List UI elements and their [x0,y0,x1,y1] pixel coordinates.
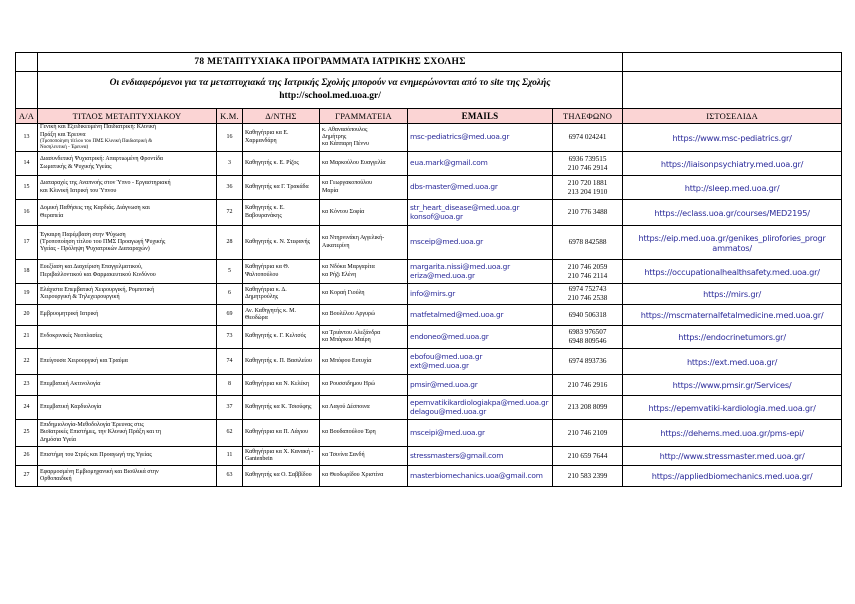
phone-number: 210 746 2114 [567,271,608,280]
title-line: Επιδημιολογία-Μεθοδολογία Έρευνας στις [40,422,144,429]
website-link[interactable]: https://ext.med.uoa.gr/ [686,356,778,367]
header-secretariat: ΓΡΑΜΜΑΤΕΙΑ [320,109,408,124]
cell-aa: 25 [16,420,38,447]
cell-title [38,349,217,375]
title-line: Υγείας - Πρόληψη Ψυχιατρικών Διαταραχών) [40,246,150,253]
phone-number: 6974 893736 [568,357,607,366]
cell-website [623,375,842,396]
cell-website [623,200,842,226]
phone-number: 6978 842588 [568,238,607,247]
cell-title [38,176,217,200]
secretariat-line: κα Ρήζι Ελένη [322,271,357,278]
cell-website [623,396,842,420]
cell-secretariat [320,124,408,152]
cell-website [623,466,842,487]
table-row [16,176,842,200]
cell-km: 36 [217,176,243,200]
table-row [16,375,842,396]
phone-number: 6940 506318 [568,310,607,319]
table-row [16,420,842,447]
director-line: Θεοδώρα [245,315,268,321]
secretariat-line: κα Νδόκα Μαργαρίτα [322,264,375,271]
cell-emails [408,260,553,284]
email-link[interactable]: msceip@med.uoa.gr [410,237,483,247]
cell-emails [408,396,553,420]
secretariat-line: κα Κάππαρη Πέννυ [322,141,369,148]
cell-title [38,447,217,466]
cell-director [243,226,320,260]
secretariat-line: κ. Αθανασόπουλος [322,126,368,133]
website-link[interactable]: http://www.stressmaster.med.uoa.gr/ [659,451,805,461]
secretariat-line: κα Τριάντου Αλεξάνδρα [322,329,381,336]
cell-director [243,420,320,447]
cell-secretariat [320,326,408,349]
cell-website [623,152,842,176]
cell-emails [408,284,553,305]
website-link[interactable]: https://www.pmsir.gr/Services/ [672,380,792,390]
notice-text [38,72,623,109]
secretariat-line: κα Βουλέλου Αργυρώ [322,311,375,318]
title-line: Εφαρμοσμένη Εμβιομηχανική και Βιοϋλικά στην [40,468,159,475]
cell-title [38,226,217,260]
secretariat-line: Μαρία [322,187,339,194]
cell-emails [408,447,553,466]
email-link[interactable]: pmsir@med.uoa.gr [410,379,478,389]
cell-km: 69 [217,305,243,326]
cell-director [243,124,320,152]
director-line: Δημητρούλης [245,294,279,300]
cell-title [38,124,217,152]
secretariat-line: κα Γεωργακοπούλου [322,180,373,187]
table-row [16,349,842,375]
cell-aa: 16 [16,200,38,226]
table-row [16,260,842,284]
cell-director [243,447,320,466]
director-line: Gantenbein [245,456,273,462]
website-link[interactable]: https://epemvatiki-kardiologia.med.uoa.gr/ [648,402,816,413]
email-link[interactable]: eriza@med.uoa.gr [410,270,475,280]
cell-emails [408,305,553,326]
cell-aa: 21 [16,326,38,349]
title-line: Διαταραχές της Αναπνοής στον Ύπνο - Εργαστηριακή [40,180,171,187]
cell-title [38,152,217,176]
cell-phone [553,152,623,176]
website-link[interactable]: https://mirs.gr/ [703,289,762,299]
director-line: Καθηγητής κα Κ. Τσιούφης [245,403,312,410]
table-row [16,396,842,420]
director-line: Καθηγητής κ. Ν. Στεφανής [245,238,310,245]
cell-km: 8 [217,375,243,396]
director-line: Καθηγητής κ. Γ. Κελτσός [245,333,307,340]
school-site-link[interactable]: http://school.med.uoa.gr/ [279,91,381,101]
title-line: Δομική Παθήσεις της Καρδιάς. Διάγνωση και [40,205,150,212]
cell-km: 72 [217,200,243,226]
title-empty-cell [16,53,38,72]
document-title: 78 ΜΕΤΑΠΤΥΧΙΑΚΑ ΠΡΟΓΡΑΜΜΑΤΑ ΙΑΤΡΙΚΗΣ ΣΧΟΛΗΣ [38,53,623,72]
website-link[interactable]: https://eclass.uoa.gr/courses/MED2195/ [654,207,810,218]
cell-aa: 17 [16,226,38,260]
cell-website [623,447,842,466]
website-link[interactable]: http://sleep.med.uoa.gr/ [684,182,780,193]
cell-aa: 22 [16,349,38,375]
director-line: Καθηγητής κ. Π. Βασιλείου [245,357,312,364]
cell-director [243,305,320,326]
cell-phone [553,284,623,305]
cell-phone [553,466,623,487]
cell-website [623,305,842,326]
header-km: Κ.Μ. [217,109,243,124]
title-line: Θεραπεία [40,212,64,219]
cell-secretariat [320,152,408,176]
cell-aa: 20 [16,305,38,326]
cell-secretariat [320,396,408,420]
cell-secretariat [320,176,408,200]
cell-secretariat [320,305,408,326]
cell-emails [408,152,553,176]
header-director: Δ/ΝΤΗΣ [243,109,320,124]
phone-number: 210 746 2538 [567,294,608,302]
cell-phone [553,420,623,447]
title-line: Δημόσια Υγεία [40,436,77,443]
title-line: Ελάχιστα Επεμβατική Χειρουργική, Ρομποτική [40,286,155,293]
cell-phone [553,305,623,326]
cell-km: 63 [217,466,243,487]
cell-aa: 14 [16,152,38,176]
cell-aa: 18 [16,260,38,284]
title-line: Χειρουργική & Τηλεχειρουργική [40,294,120,300]
cell-aa: 15 [16,176,38,200]
cell-title [38,420,217,447]
phone-number: 6948 809546 [568,337,607,345]
cell-title [38,200,217,226]
cell-km: 11 [217,447,243,466]
cell-phone [553,226,623,260]
director-line: Καθηγήτρια κα Ε. [245,130,289,137]
director-line: Καθηγήτρια κ. Δ. [245,286,287,293]
cell-phone [553,447,623,466]
cell-km: 6 [217,284,243,305]
cell-title [38,260,217,284]
cell-km: 28 [217,226,243,260]
phone-number: 6974 752743 [568,285,607,294]
website-link[interactable]: https://liaisonpsychiatry.med.uoa.gr/ [660,158,804,169]
cell-secretariat [320,260,408,284]
notice-line: Οι ενδιαφερόμενοι για τα μεταπτυχιακά της Ιατρικής Σχολής μπορούν να ενημερώνονται από το site της Σχολής [109,78,551,88]
cell-aa: 19 [16,284,38,305]
cell-secretariat [320,284,408,305]
cell-website [623,176,842,200]
cell-director [243,260,320,284]
cell-secretariat [320,200,408,226]
website-link[interactable]: https://endocrinetumors.gr/ [678,332,786,342]
cell-phone [553,200,623,226]
email-link[interactable]: margarita.nissi@med.uoa.gr [410,261,511,271]
email-link[interactable]: masterbiomechanics.uoa@gmail.com [410,470,543,480]
director-line: Καθηγήτρια κα Π. Λάγιου [245,429,309,436]
cell-website [623,284,842,305]
title-line: (Τροποποίηση τίτλου του ΠΜΣ Προαγωγή Ψυχικής [40,238,166,245]
email-link[interactable]: msc-pediatrics@med.uoa.gr [410,132,510,142]
header-title: ΤΙΤΛΟΣ ΜΕΤΑΠΤΥΧΙΑΚΟΥ [38,109,217,124]
phone-number: 6936 739515 [568,154,607,163]
email-link[interactable]: info@mirs.gr [410,288,456,298]
title-line: Επείγουσα Χειρουργική και Τραύμα [40,357,128,364]
cell-phone [553,349,623,375]
cell-title [38,375,217,396]
phone-number: 213 204 1910 [567,187,608,196]
email-link[interactable]: str_heart_disease@med.uoa.gr [410,202,520,212]
title-row [16,53,842,72]
phone-number: 210 746 2916 [567,380,608,389]
notice-empty-cell [16,72,38,109]
cell-secretariat [320,466,408,487]
email-link[interactable]: ebofou@med.uoa.gr [410,351,483,361]
title-empty-cell [623,53,842,72]
title-subnote: (Τροποποίηση τίτλου του ΠΜΣ Κλινική Παιδιατρική & [40,138,153,144]
table-row [16,305,842,326]
cell-website [623,226,842,260]
title-line: Σωματικής & Ψυχικής Υγείας [40,163,112,170]
cell-director [243,349,320,375]
director-line: Καθηγητής κ. Ε. [245,205,285,212]
cell-km: 73 [217,326,243,349]
title-line: Πράξη και Έρευνα [40,131,86,138]
cell-director [243,396,320,420]
cell-aa: 23 [16,375,38,396]
title-line: Βιοϊατρικές Επιστήμες, την Κλινική Πράξη και τη [40,429,162,436]
header-row [16,109,842,124]
title-line: Περιβαλλοντικού και Φαρμακευτικού Κινδύνου [40,271,156,278]
programs-table [15,52,842,487]
title-line: Επιστήμη του Στρές και Προαγωγή της Υγείας [40,452,152,459]
header-aa: Α/Α [16,109,38,124]
cell-phone [553,375,623,396]
cell-emails [408,326,553,349]
phone-number: 6983 976507 [568,328,607,337]
cell-emails [408,176,553,200]
email-link[interactable]: delagou@med.uoa.gr [410,406,487,416]
cell-phone [553,124,623,152]
cell-director [243,176,320,200]
cell-secretariat [320,226,408,260]
director-line: Καθηγήτρια κα Χ. Κανακή - [245,448,314,455]
website-link[interactable]: https://occupationalhealthsafety.med.uoa.gr/ [644,266,820,277]
cell-title [38,284,217,305]
title-line: Επεμβατική Καρδιολογία [40,403,102,410]
cell-emails [408,349,553,375]
cell-aa: 26 [16,447,38,466]
cell-km: 16 [217,124,243,152]
phone-number: 6974 024241 [568,133,607,142]
table-body [16,124,842,487]
secretariat-line: κα Κοραή Γιούλη [322,290,365,297]
cell-aa: 13 [16,124,38,152]
website-link[interactable]: ammatos/ [712,242,752,253]
title-line: Γενική και Εξειδικευμένη Παιδιατρική: Κλινική [40,124,157,131]
website-link[interactable]: https://appliedbiomechanics.med.uoa.gr/ [651,471,813,481]
table-row [16,152,842,176]
cell-emails [408,226,553,260]
email-link[interactable]: ext@med.uoa.gr [410,360,469,370]
email-link[interactable]: konsof@uoa.gr [410,211,463,221]
secretariat-line: κα Ντηρνινάκη Αγγελική- [322,235,385,242]
cell-km: 62 [217,420,243,447]
cell-km: 5 [217,260,243,284]
table-row [16,326,842,349]
secretariat-line: κα Θεοδωρίδου Χριστίνα [322,472,384,479]
cell-emails [408,420,553,447]
secretariat-line: κα Βουδαπούλου Έφη [322,429,376,436]
cell-website [623,260,842,284]
table-row [16,447,842,466]
cell-secretariat [320,375,408,396]
cell-website [623,326,842,349]
title-line: Επεμβατική Ακτινολογία [40,381,101,388]
email-link[interactable]: eua.mark@gmail.com [410,158,488,168]
website-link[interactable]: https://eip.med.uoa.gr/genikes_plirofories_progr [638,232,826,243]
email-link[interactable]: msceipi@med.uoa.gr [410,427,485,437]
director-line: Αν. Καθηγητής κ. Μ. [245,307,296,314]
cell-km: 3 [217,152,243,176]
email-link[interactable]: stressmasters@gmail.com [410,450,504,460]
cell-website [623,420,842,447]
director-line: Καθηγητής κα Γ. Τρακάδα [245,183,309,190]
director-line: Χαρμανδάρη [245,137,277,144]
phone-number: 210 776 3488 [567,208,608,217]
director-line: Καθηγήτρια κα Θ. [245,264,290,271]
title-line: Έγκαιρη Παρέμβαση στην Ψύχωση [40,231,126,238]
phone-number: 210 746 2914 [567,163,608,172]
website-link[interactable]: https://www.msc-pediatrics.gr/ [672,132,792,143]
cell-secretariat [320,447,408,466]
cell-emails [408,124,553,152]
table-row [16,226,842,260]
header-phone: ΤΗΛΕΦΩΝΟ [553,109,623,124]
secretariat-line: Αικατερίνη [322,242,350,249]
email-link[interactable]: endoneo@med.uoa.gr [410,331,489,341]
cell-director [243,466,320,487]
director-line: Καθηγήτρια κα Ν. Κελέκη [245,381,310,388]
phone-number: 210 746 2059 [567,262,608,271]
website-link[interactable]: https://mscmaternalfetalmedicine.med.uoa.gr/ [640,310,824,320]
secretariat-line: κα Μαρκούλου Ευαγγελία [322,159,386,166]
website-link[interactable]: https://dehems.med.uoa.gr/pms-epi/ [660,428,804,438]
email-link[interactable]: matfetalmed@med.uoa.gr [410,309,504,319]
cell-km: 74 [217,349,243,375]
title-line: Ευεξίαση και Διαχείριση Επαγγελματικού, [40,264,143,271]
header-website: ΙΣΤΟΣΕΛΙΔΑ [623,109,842,124]
phone-number: 210 746 2109 [567,428,608,437]
director-line: Ψαλτοπούλου [245,271,279,278]
secretariat-line: κα Ρουσσιδημου Ηρώ [322,381,375,388]
email-link[interactable]: epemvatikikardiologiakpa@med.uoa.gr [410,397,549,407]
header-emails: EMAILS [408,109,553,124]
phone-number: 210 720 1881 [567,178,608,187]
cell-secretariat [320,420,408,447]
secretariat-line: κα Μπόφου Ευτυχία [322,357,372,364]
director-line: Καθηγητής κα Ο. Σαββίδου [245,472,312,479]
title-line: Ενδοκρινικές Νεοπλασίες [40,333,103,340]
cell-title [38,305,217,326]
title-line: Διασυνδετική Ψυχιατρική: Απαρτιωμένη Φροντίδα [40,156,164,163]
cell-phone [553,326,623,349]
cell-title [38,396,217,420]
table-row [16,284,842,305]
secretariat-line: κα Μπάρκου Μαίρη [322,337,371,343]
secretariat-line: Δημήτρης [322,133,347,140]
cell-emails [408,200,553,226]
cell-title [38,466,217,487]
cell-title [38,326,217,349]
email-link[interactable]: dbs-master@med.uoa.gr [410,182,498,192]
table-row [16,124,842,152]
cell-phone [553,396,623,420]
title-subnote: Νοσηλευτική - Έρευνα) [40,144,89,150]
title-line: Εμβρυομητρική Ιατρική [40,311,99,318]
cell-director [243,200,320,226]
cell-director [243,152,320,176]
secretariat-line: κα Κόντου Σοφία [322,208,365,215]
secretariat-line: κα Λαγού Δέσποινα [322,403,370,410]
table-row [16,200,842,226]
cell-website [623,124,842,152]
phone-number: 213 208 8099 [567,403,608,412]
table-row [16,466,842,487]
cell-aa: 27 [16,466,38,487]
cell-aa: 24 [16,396,38,420]
cell-director [243,326,320,349]
title-line: και Κλινική Ιατρική του Ύπνου [40,187,117,194]
secretariat-line: κα Τσινίνα Σανδή [322,452,365,459]
cell-director [243,375,320,396]
cell-km: 37 [217,396,243,420]
notice-empty-cell [623,72,842,109]
cell-emails [408,375,553,396]
phone-number: 210 659 7644 [567,451,608,460]
phone-number: 210 583 2399 [567,471,608,480]
cell-website [623,349,842,375]
cell-phone [553,176,623,200]
director-line: Καθηγητής κ. Ε. Ρίζος [245,159,299,166]
cell-director [243,284,320,305]
cell-secretariat [320,349,408,375]
cell-phone [553,260,623,284]
director-line: Βαβουρανάκης [245,212,282,219]
title-line: Ορθοπαιδική [40,476,72,482]
notice-row [16,72,842,109]
cell-emails [408,466,553,487]
